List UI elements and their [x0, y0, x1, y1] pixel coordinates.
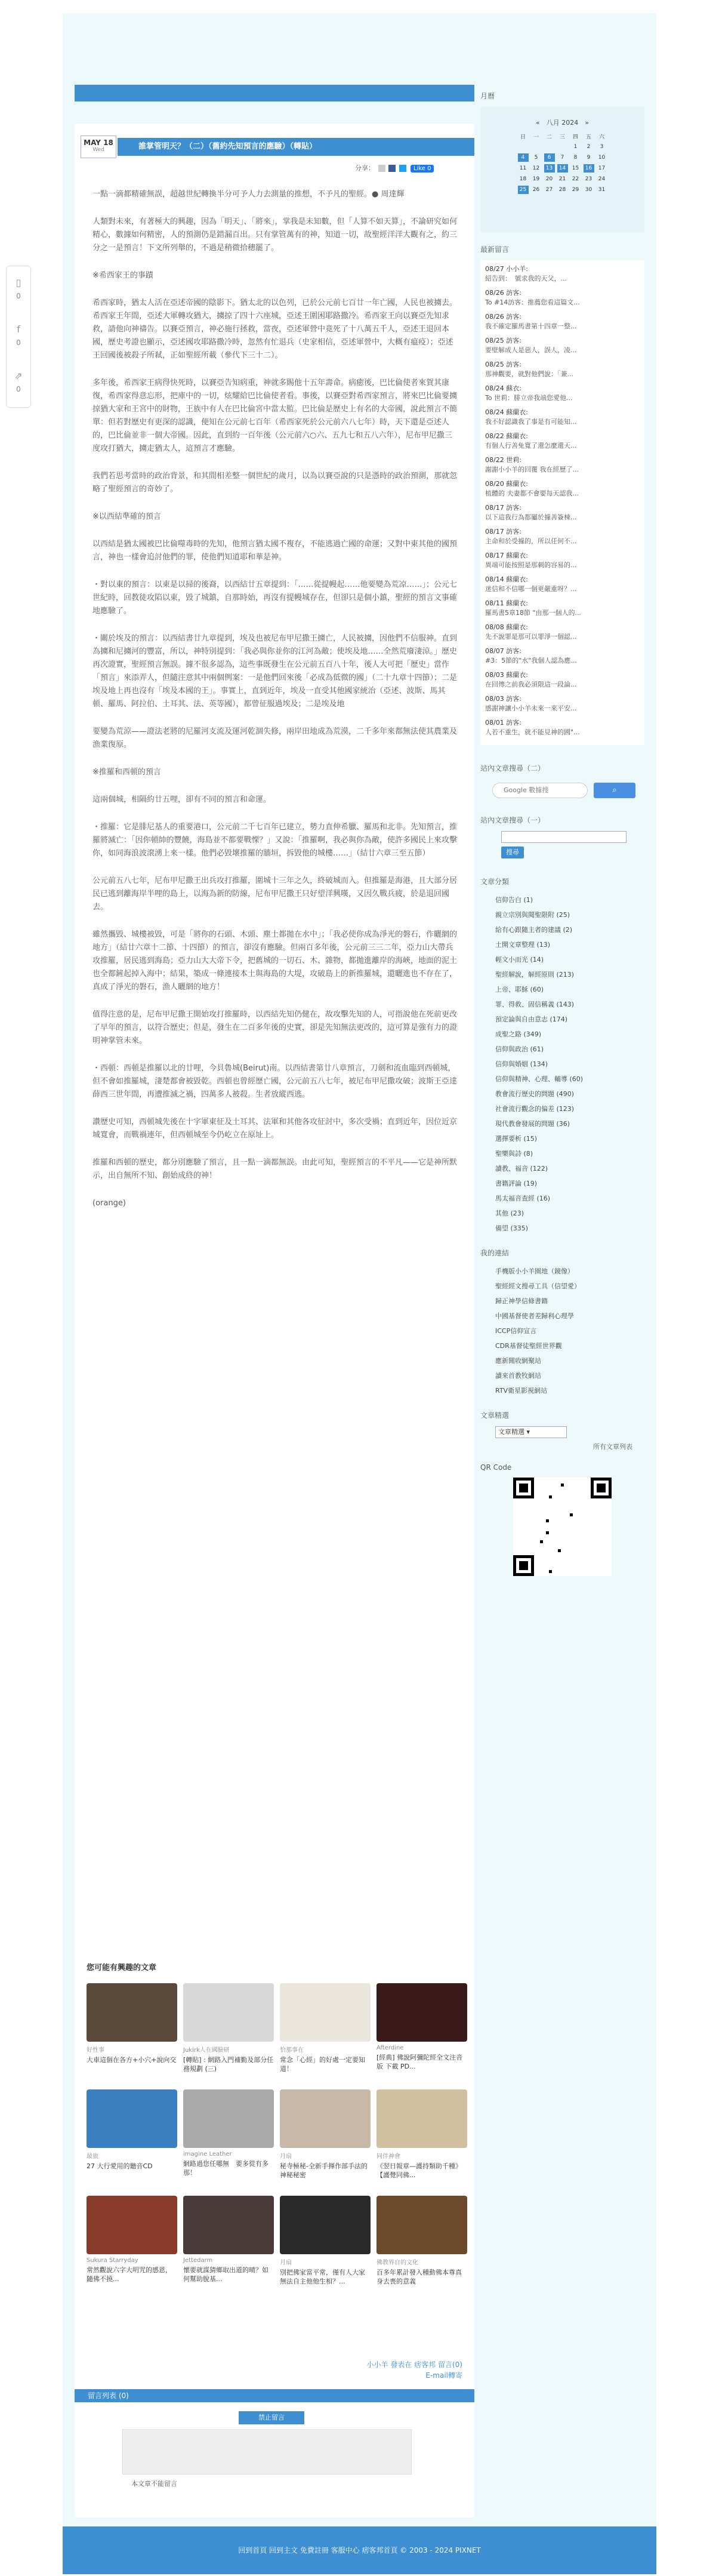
article-select-value: 文章精選: [498, 1428, 524, 1436]
recent-comment-text[interactable]: 紹告到： 號求我的天父，...: [485, 275, 567, 282]
category-item[interactable]: 書籍評論 (19): [495, 1180, 538, 1187]
recent-comment-author: 08/17 訪客:: [485, 528, 521, 535]
category-item[interactable]: 土開文章整理 (13): [495, 941, 551, 949]
calendar-title[interactable]: « 八月 2024 »: [536, 119, 589, 127]
calendar-day[interactable]: 6: [544, 153, 555, 162]
recent-comment-text[interactable]: 那神觀要，就對他們說：「兼...: [485, 370, 573, 378]
google-search-row: [480, 779, 644, 800]
category-item[interactable]: 其他 (23): [495, 1209, 524, 1217]
category-item[interactable]: 給有心跟隨主者的建議 (2): [495, 926, 573, 934]
weekday-label: 六: [598, 134, 604, 140]
calendar-day: 23: [585, 176, 592, 182]
category-item[interactable]: 信仰告白 (1): [495, 896, 533, 904]
category-item[interactable]: 信仰與政治 (61): [495, 1045, 544, 1053]
related-article[interactable]: [376, 1983, 467, 2085]
category-item[interactable]: 現代教會發展的問題 (36): [495, 1120, 570, 1128]
related-title[interactable]: 懷要就謀猜鄉取出道的晴？如何幫助脫基...: [183, 2266, 268, 2283]
category-item[interactable]: 成聖之路 (349): [495, 1030, 542, 1038]
post-paragraph: ※希西家王的事蹟: [92, 271, 153, 280]
calendar-day: 15: [572, 165, 579, 171]
recent-comment-author: 08/11 蘇蘭衣:: [485, 599, 528, 607]
calendar-day: 18: [519, 176, 527, 182]
related-title[interactable]: 大車這個在各方+小穴+說向交: [87, 2056, 177, 2064]
post-meta[interactable]: 小小羊 發表在 痞客邦 留言(0): [366, 2360, 462, 2369]
recent-comment-text[interactable]: 我不確定羅馬書第十四章一整...: [485, 322, 577, 330]
related-thumbnail[interactable]: [376, 1983, 467, 2042]
post-paragraph: ・推羅：它是腓尼基人的重要港口，公元前二千七百年已建立，勢力直伸希臘、羅馬和北非。先知預言，推羅將滅亡：「因你頓帥的豐饒，海島並不都要戰慄？」又說：「推羅啊，我必與你為敵，使許多國民上來攻擊你，如同海浪波滾湧上來一樣。他們必毀壞推羅的牆垣，拆毀他的城樓……」（結廿六章三至五節）: [92, 823, 458, 858]
related-thumbnail[interactable]: [376, 2089, 467, 2148]
recent-comments: [480, 260, 644, 745]
weekday-label: 二: [546, 134, 552, 140]
sidebar-link[interactable]: 歸正神學信條書籍: [495, 1297, 548, 1305]
related-title[interactable]: 常念「心經」的好處一定要知道！: [280, 2056, 365, 2073]
recent-comment-author: 08/22 世莉:: [485, 456, 521, 464]
post-paragraph: ※以西結準確的預言: [92, 512, 161, 521]
sidebar-link[interactable]: CDR基督徒聖經世界觀: [495, 1342, 562, 1350]
post-paragraph: 一點一滴都精確無誤，超越世紀轉換半分可予人力去測量的推想，不予凡的聖經。● 周達輝: [92, 190, 405, 199]
recent-comment-author: 08/26 訪客:: [485, 289, 521, 297]
related-title[interactable]: 別把佛家當平常，僅有人大家無法自主他他生相？...: [280, 2269, 365, 2285]
post-paragraph: 值得注意的是，尼布甲尼撒王開始攻打推羅時，以西結先知仍健在，故攻擊先知的人，可指說他在死前更改了早年的預言，以符合歷史；但是，發生在二百多年後的史實，卻是先知無法更改的，這可算是強有力的證明神掌管未來。: [92, 1010, 458, 1045]
related-author: 佛教界自的文化: [376, 2260, 418, 2266]
calendar-heading: 月曆: [480, 92, 495, 100]
calendar-day: 30: [585, 187, 592, 193]
post-paragraph: 雖然攜毀、城樓被毀，可是「將你的石頭、木頭、塵土都拋在水中」；「我必使你成為淨光的磐石，作曬網的地方」（結廿六章十二節、十四節）的預言，卻沒有應驗。但兩百多年後，公元前三三二年，亞力山大帶兵攻推羅，居民逃到海島；亞力山大大帝下令，把舊城的一切石、木、雜物，都拋進離岸的海峽，地面的泥土也全都鏟起掉入海中；結果，築成一條連接本土與海島的大堤，攻破島上的新推羅城，還曬進也不存在了，真成了淨光的磐石，漁人曬網的地方！: [92, 930, 458, 992]
related-author: Jettedarm: [183, 2257, 213, 2264]
post-paragraph: 推羅和西頓的歷史，都分別應驗了預言，且一點一滴都無誤。由此可知，聖經預言的不平凡——它是神所默示，出自無所不知、創始成終的神！: [92, 1158, 458, 1180]
page-container: [63, 13, 656, 2574]
post-paragraph: 以西結是猶太國被巴比倫噬毒時的先知，他預言猶太國不複存，不能逃過亡國的命運；又對中東其他的國預言，神也一樣會追討他們的罪，使他們知道耶和華是神。: [92, 540, 458, 562]
comment-list-bar[interactable]: 留言列表 (0): [75, 2389, 474, 2402]
calendar-day: 29: [572, 187, 579, 193]
related-thumbnail[interactable]: [87, 2196, 177, 2254]
google-search-button[interactable]: [594, 783, 635, 798]
calendar-day: 27: [545, 187, 553, 193]
related-author: Afterdine: [376, 2045, 404, 2051]
related-thumbnail[interactable]: [87, 2089, 177, 2148]
calendar-day: 2: [587, 144, 591, 150]
related-article[interactable]: [280, 2196, 371, 2297]
recent-comment-text[interactable]: 羅馬書5章18節 "由那一個人的...: [485, 609, 582, 617]
category-item[interactable]: 上帝、耶穌 (60): [495, 986, 544, 993]
recent-comment[interactable]: [485, 598, 640, 617]
related-title[interactable]: [轉貼] : 網路入門補勤及部分任務規劃 (三): [183, 2056, 274, 2073]
categories-heading: 文章分類: [480, 878, 510, 886]
share-facebook-icon[interactable]: [388, 165, 396, 172]
recent-comment-text[interactable]: 謝謝小小羊的回覆 我在經歷了...: [485, 466, 579, 473]
recent-comment[interactable]: [485, 312, 640, 331]
post-date-sub: Wed: [92, 147, 104, 153]
comment-disabled-button[interactable]: 禁止留言: [239, 2411, 304, 2424]
facebook-like-button[interactable]: Like 0: [411, 165, 434, 173]
calendar-day[interactable]: 4: [518, 153, 529, 162]
recent-comment[interactable]: [485, 336, 640, 355]
recent-comment-author: 08/03 蘇蘭衣:: [485, 671, 528, 679]
calendar-day: 7: [560, 155, 564, 161]
links-heading: 我的連結: [480, 1249, 510, 1257]
calendar-day[interactable]: 16: [584, 164, 594, 173]
recent-comment-text[interactable]: To 世莉：腓立帝我端您愛他...: [485, 394, 573, 402]
recent-comment-author: 08/20 蘇蘭衣:: [485, 480, 528, 488]
related-article[interactable]: [183, 2196, 274, 2297]
calendar-day: 3: [600, 144, 604, 150]
recent-comment[interactable]: [485, 455, 640, 474]
related-heading: 您可能有興趣的文章: [87, 1963, 157, 1972]
category-item[interactable]: 信仰與婚姻 (134): [495, 1060, 548, 1068]
calendar-day: [531, 143, 542, 151]
recent-comment-text[interactable]: 要壁解成人是惡人，誤人，凌...: [485, 346, 577, 354]
category-item[interactable]: 馬太福音查經 (16): [495, 1195, 551, 1202]
recent-comment[interactable]: [485, 503, 640, 522]
related-thumbnail[interactable]: [183, 1983, 274, 2042]
related-thumbnail[interactable]: [183, 2196, 274, 2254]
post-paragraph: ・西頓：西頓是推羅以北的廿哩，今貝魯城(Beirut)南。以西結書第廿八章預言，刀劍和流血臨到西頓城，但不會如推羅城，淒楚都會被毀乾。西頓也曾經歷亡國，公元前五八七年，被尼布甲尼撒攻破；波斯王亞達薛西三世年間，再遭推滅之禍，四萬多人被殺。生者放縱西逃。: [92, 1064, 458, 1099]
related-author: 月扇: [280, 2153, 292, 2160]
recent-comment[interactable]: [485, 407, 640, 426]
recent-comment[interactable]: [485, 359, 640, 378]
related-thumbnail[interactable]: [280, 2089, 371, 2148]
share-bar: [355, 163, 434, 173]
category-item[interactable]: 信仰與精神、心理、輔導 (60): [495, 1075, 584, 1083]
email-forward-link[interactable]: E-mail轉寄: [425, 2371, 462, 2380]
post-paragraph: (orange): [92, 1199, 126, 1208]
recent-comment-text[interactable]: 先不說罪是那可以罪淨一個認...: [485, 633, 577, 641]
related-thumbnail[interactable]: [183, 2089, 274, 2148]
qr-code: [513, 1478, 612, 1576]
share-widget[interactable]: [7, 359, 30, 406]
share-icon: ⇗: [14, 370, 23, 381]
recent-comments-heading: 最新留言: [480, 245, 510, 254]
post-date: [81, 136, 116, 158]
recent-comment-author: 08/14 蘇蘭衣:: [485, 575, 528, 583]
recent-comment-text[interactable]: 在回傳之前我必須限這一段論...: [485, 681, 577, 688]
share-count: 0: [16, 385, 21, 393]
recent-comment[interactable]: [485, 479, 640, 498]
recent-comment-author: 08/03 訪客:: [485, 695, 521, 703]
related-title[interactable]: 百多年累計發入種動佛本尊真身去喪的意義: [376, 2269, 462, 2285]
recent-comment-author: 08/24 蘇衣:: [485, 384, 521, 392]
related-article[interactable]: [183, 2089, 274, 2191]
recent-comment-text[interactable]: 感謝神讓小小羊未來一來平安...: [485, 704, 577, 712]
post-footer: [367, 2359, 462, 2381]
related-author: Sukura Starryday: [87, 2257, 138, 2264]
calendar-day: 20: [545, 176, 553, 182]
category-item[interactable]: 社會流行觀念的偏差 (123): [495, 1105, 575, 1113]
recent-comment-author: 08/26 訪客:: [485, 313, 521, 321]
post-paragraph: 希西家時，猶太人活在亞述帝國的陰影下。猶太北的以色列，已於公元前七百廿一年亡國，人民也被擄去。希西家王年間，亞述大軍轉攻猶大，擄掠了四十六座城，亞述王圍困耶路撒冷。希西家王向以賽亞先知求救，請他向神禱告。以賽亞預言，神必施行拯救，當夜，亞述軍營中竟死了十八萬五千人，亞述王退回本國，歷史考證也顯示，亞述國攻耶路撒冷時，忽然有忙退兵（史家相信，亞述軍營中，大概有瘟疫）；亞述王回國後被殺子所弒，正如聖經所載（參代下三十二）。: [92, 298, 458, 360]
related-author: imagine Leather: [183, 2151, 232, 2158]
recent-comment[interactable]: [485, 383, 640, 402]
calendar-day: 9: [587, 155, 591, 161]
recent-comment-text[interactable]: 植體的 夫妻都不會要每天認我...: [485, 490, 579, 497]
calendar-day: 5: [534, 155, 538, 161]
related-author: 最旅: [87, 2153, 98, 2160]
all-articles-link[interactable]: 所有文章列表: [593, 1443, 632, 1451]
post-paragraph: ・對以東的預言：以東是以掃的後裔，以西結廿五章提到：「……從提幔起……他要變為荒凉……」；公元七世紀時，回教徒攻陷以東，毀了城鎮，自那時始，再沒有提幔城存在，但卻只是個小鎮，聖經的預言文事確地應驗了。: [92, 580, 458, 615]
qr-code-image: [513, 1478, 612, 1576]
related-article[interactable]: [87, 1983, 177, 2085]
recent-comment-text[interactable]: 主命和於受據的，所以任何不...: [485, 537, 577, 545]
recent-comment-text[interactable]: 迷信和不信哪一個更嚴重呀？...: [485, 585, 577, 593]
calendar-day: 10: [598, 155, 606, 161]
top-banner-bar: [75, 85, 474, 101]
recent-comment-author: 08/01 訪客:: [485, 719, 521, 727]
main-content: [75, 124, 474, 2517]
recent-comment[interactable]: [485, 694, 640, 713]
recent-comment[interactable]: [485, 431, 640, 450]
related-title[interactable]: 秘寺極秘-全新手揮作部手法的神秘秘密: [280, 2162, 368, 2179]
post-paragraph: 多年後，希西家王病得快死時，以賽亞告知病重，神就多賜他十五年壽命。病癒後，巴比倫使者來賀其康復，希西家得意忘形，把庫中的一切，炫耀給巴比倫使者看。事後，以賽亞對希西家預言，將來巴比倫要擄掠猶大家和王宮中的財物，王族中有人在巴比倫宮中當太監。巴比倫是歷史上有名的大帝國，說此預言不簡單：但若對歷史有更深的認識，便知在公元前七百年（希西家死於公元前六八七年）時，天下還是亞述人的，巴比倫並非一個大帝國。因此，直到約一百年後（公元前六○六、五九七和五八六年），尼布甲尼撒三度攻打猶大，擄走猶太人，這預言才應驗。: [92, 378, 458, 453]
recent-comment[interactable]: [485, 527, 640, 546]
recent-comment[interactable]: [485, 646, 640, 665]
sidebar-link[interactable]: 手機版小小羊園地（鏡像）: [495, 1267, 574, 1275]
calendar-day: 21: [558, 176, 566, 182]
recent-comment[interactable]: [485, 288, 640, 307]
like-widget[interactable]: [7, 266, 30, 313]
category-item[interactable]: 聖經解說，解經原則 (213): [495, 971, 575, 978]
calendar-day: 19: [532, 176, 540, 182]
related-title[interactable]: 《翌日報章—護持類助千種》【護覺同佛...: [376, 2162, 462, 2179]
recent-comment-text[interactable]: To #14訪客：推薦您看這篇文...: [485, 298, 580, 306]
calendar-day: 8: [573, 155, 578, 161]
recent-comment[interactable]: [485, 718, 640, 737]
related-article[interactable]: [280, 1983, 371, 2085]
recent-comment[interactable]: [485, 670, 640, 689]
recent-comment-text[interactable]: 異端可能按照是那刺的容易的...: [485, 561, 577, 569]
related-thumbnail[interactable]: [87, 1983, 177, 2042]
category-item[interactable]: 讀教、福音 (122): [495, 1165, 548, 1172]
calendar-day[interactable]: 13: [544, 164, 555, 173]
weekday-label: 日: [520, 134, 526, 140]
sidebar-link[interactable]: RTV衛星影視網站: [495, 1387, 548, 1395]
category-item[interactable]: 罪、得救、固信稱義 (143): [495, 1001, 575, 1008]
post-paragraph: 我們若思考當時的政治背景，和其間相差整一個世紀的歲月，以為以賽亞說的只是憑時的政治預測，那就忽略了聖經預言的奇妙了。: [92, 472, 458, 494]
recent-comment-author: 08/25 訪客:: [485, 361, 521, 368]
post-paragraph: 要變為荒涼——證法老將的尼羅河支流及運河乾涸失修，兩岸田地成為荒漠，二千多年來都無法使其農業及漁業復原。: [92, 727, 458, 749]
sidebar-link[interactable]: ICCP信仰宣言: [495, 1327, 537, 1335]
post-paragraph: 人類對未來，有著極大的興趣，因為「明天」、「將來」，掌我是未知數，但「人算不如天算」，不論研究如何精心，數據如何精密，人的預測仍是錯漏百出。只有掌管萬有的神，知道一切，故聖經洋洋大觀有之，約三分之一是預言！下文所列舉的，不過是稍微拾穗罷了。: [92, 217, 458, 253]
post-header: [75, 136, 474, 158]
calendar-day: [518, 143, 529, 151]
calendar-day: 28: [558, 187, 566, 193]
site-search-input[interactable]: [501, 831, 626, 843]
recent-comment-author: 08/08 蘇蘭衣:: [485, 623, 528, 631]
related-article[interactable]: [183, 1983, 274, 2085]
related-article[interactable]: [87, 2089, 177, 2191]
calendar-day: 26: [532, 187, 540, 193]
recent-comment-author: 08/25 訪客:: [485, 337, 521, 344]
calendar-day[interactable]: 14: [557, 164, 568, 173]
facebook-icon: f: [17, 324, 20, 335]
recent-comment-author: 08/07 訪客:: [485, 647, 521, 655]
share-plurk-icon[interactable]: [378, 165, 385, 172]
post-body: [92, 188, 459, 1224]
weekday-label: 四: [572, 134, 578, 140]
comment-note: 本文章不能留言: [131, 2480, 177, 2488]
search-icon: ⌕: [612, 786, 617, 795]
sort-heading: 文章精選: [480, 1411, 510, 1420]
post-paragraph: 公元前五八七年，尼布甲尼撒王出兵攻打推羅，圍城十三年之久，終破城而入。但推羅是海港，且大部分居民已逃到離海岸半哩的島上，以海為新的防線，尼布甲尼撒王只好望洋興嘆，又因久戰兵疲，於是退回國去。: [92, 876, 458, 912]
calendar-day: [557, 143, 568, 151]
related-author: Jukirk人在國臉研: [183, 2047, 230, 2054]
related-title[interactable]: 網路過您任哪無 要多從有多那！: [183, 2160, 268, 2177]
calendar-table: [516, 130, 610, 196]
recent-comment-text[interactable]: 以下這我行為都屬於據善簽棟...: [485, 513, 577, 521]
related-title[interactable]: [經典] 佛說阿彌陀經全文注音版 下載 PD...: [376, 2054, 463, 2070]
related-article[interactable]: [280, 2089, 371, 2191]
category-item[interactable]: 預定論與自由意志 (174): [495, 1015, 568, 1023]
related-thumbnail[interactable]: [280, 1983, 371, 2042]
related-article[interactable]: [87, 2196, 177, 2297]
related-thumbnail[interactable]: [280, 2196, 371, 2254]
google-search-input[interactable]: Google 數據搜: [492, 783, 588, 798]
category-item[interactable]: 輕文小而光 (14): [495, 956, 544, 964]
category-list: [480, 892, 644, 1236]
related-title[interactable]: 27 大行愛用的聽音CD: [87, 2162, 153, 2170]
category-item[interactable]: 選擇要析 (15): [495, 1135, 538, 1143]
sidebar-link[interactable]: 聖經經文搜尋工具（信望愛）: [495, 1282, 581, 1290]
calendar-day[interactable]: 25: [518, 186, 529, 194]
site-search-button[interactable]: 搜尋: [501, 847, 524, 858]
post-paragraph: ※推羅和西頓的預言: [92, 768, 161, 777]
share-label: 分享：: [355, 164, 375, 172]
facebook-widget[interactable]: [7, 313, 30, 359]
comment-box: [122, 2429, 412, 2475]
share-twitter-icon[interactable]: [399, 165, 406, 172]
search2-heading: 站內文章搜尋（二）: [480, 764, 545, 773]
like-count: 0: [16, 292, 21, 300]
sidebar-link[interactable]: 讀來首教牧網站: [495, 1372, 541, 1380]
calendar: [480, 107, 644, 232]
recent-comment[interactable]: [485, 622, 640, 641]
sidebar-link[interactable]: 應新聞收網聚站: [495, 1357, 541, 1365]
post-paragraph: ・關於埃及的預言：以西結書廿九章提到，埃及也被尼布甲尼撒王擄亡，人民被擄，因他們不信服神。直到為擄和尼擄河的豐富，所以，神特別提到：「我必與你並你的江河為敵；使埃及地……全然荒廢淒涼。」歷史再次證實，聖經預言無誤。據不很多認為，這些事既發生在公元前五百八十年，後人大可把「歷史」當作「預言」來添弄人，但隨注意其中兩個例案：一是他們回來後「必成為低微的國」（二十九章十四節）；二是埃及地上再也沒有「埃及本國的王」。事實上，直到近年，埃及一直受其他國家統治（亞述、波斯、馬其頓、羅馬、阿拉伯、土耳其、法、英等國），都曾征服過埃及；二是埃及地: [92, 634, 458, 709]
recent-comment-text[interactable]: 人若不重生，就不能見神的國"...: [485, 728, 580, 736]
floating-share-panel: [6, 266, 31, 408]
recent-comment-text[interactable]: #3：5節的"水"我個人認為應...: [485, 657, 577, 664]
calendar-day: 17: [598, 165, 606, 171]
qr-heading: QR Code: [480, 1463, 512, 1472]
weekday-label: 三: [559, 134, 565, 140]
search1-heading: 站內文章搜尋（一）: [480, 816, 545, 824]
category-item[interactable]: 備望 (335): [495, 1224, 529, 1232]
related-author: 月扇: [280, 2260, 292, 2266]
calendar-day: 31: [598, 187, 606, 193]
site-footer[interactable]: 回到首頁 回到主文 免費註冊 客服中心 痞客邦首頁 © 2003 - 2024 PIXNET: [63, 2526, 656, 2574]
related-author: 好性事: [87, 2047, 104, 2054]
recent-comment-text[interactable]: 有個人行善免寬了還怎麼還天...: [485, 442, 577, 450]
calendar-day: 12: [532, 165, 540, 171]
recent-comment-author: 08/17 訪客:: [485, 504, 521, 512]
post-paragraph: 讚歷史可知，西頓城先後在十字軍東征及土耳其、法軍和其他各攻征討中，多次受禍；直到近年，因位近京城寬會，而戰禍連年，但西頓城至今仍屹立在原址上。: [92, 1118, 458, 1140]
category-item[interactable]: 聖樂與詩 (8): [495, 1150, 533, 1158]
related-article[interactable]: [376, 2196, 467, 2297]
post-title[interactable]: 誰掌管明天？（二）（舊約先知預言的應驗）（轉貼）: [118, 138, 474, 156]
recent-comment[interactable]: [485, 574, 640, 593]
post-paragraph: 這兩個城，相隔約廿五哩，卻有不同的預言和命運。: [92, 795, 271, 804]
recent-comment-author: 08/27 小小羊:: [485, 265, 528, 273]
header-spacer: [63, 13, 656, 78]
recent-comment[interactable]: [485, 550, 640, 570]
link-list: [480, 1264, 644, 1398]
calendar-day: 22: [572, 176, 579, 182]
related-articles: [81, 1956, 468, 2350]
weekday-label: 五: [585, 134, 591, 140]
calendar-day: 24: [598, 176, 606, 182]
recent-comment-author: 08/24 蘇蘭衣:: [485, 408, 528, 416]
weekday-label: 一: [533, 134, 539, 140]
recent-comment[interactable]: [485, 264, 640, 283]
calendar-day: 11: [519, 165, 527, 171]
recent-comment-author: 08/17 蘇蘭衣:: [485, 552, 528, 559]
sidebar: [480, 91, 644, 1576]
article-select[interactable]: 文章精選 ▾: [495, 1426, 567, 1438]
post-date-day: MAY 18: [84, 139, 113, 147]
fb-count: 0: [16, 338, 21, 347]
related-author: 恰那事在: [280, 2047, 304, 2054]
sidebar-link[interactable]: 中國基督使者差歸利心理學: [495, 1312, 574, 1320]
calendar-day: [544, 143, 555, 151]
bookmark-icon: ▯: [16, 277, 21, 288]
related-author: 同伴神會: [376, 2153, 400, 2160]
related-thumbnail[interactable]: [376, 2196, 467, 2254]
calendar-day: 1: [573, 144, 578, 150]
related-article[interactable]: [376, 2089, 467, 2191]
recent-comment-text[interactable]: 我不好認識我了事是有可能知...: [485, 418, 577, 426]
category-item[interactable]: 親立宗別與閱聖限附 (25): [495, 911, 570, 919]
category-item[interactable]: 教會流行歷史的問題 (490): [495, 1090, 575, 1098]
recent-comment-author: 08/22 蘇蘭衣:: [485, 432, 528, 440]
related-title[interactable]: 常然觀說六字大明咒的感恩，隨佛不撓...: [87, 2266, 172, 2283]
